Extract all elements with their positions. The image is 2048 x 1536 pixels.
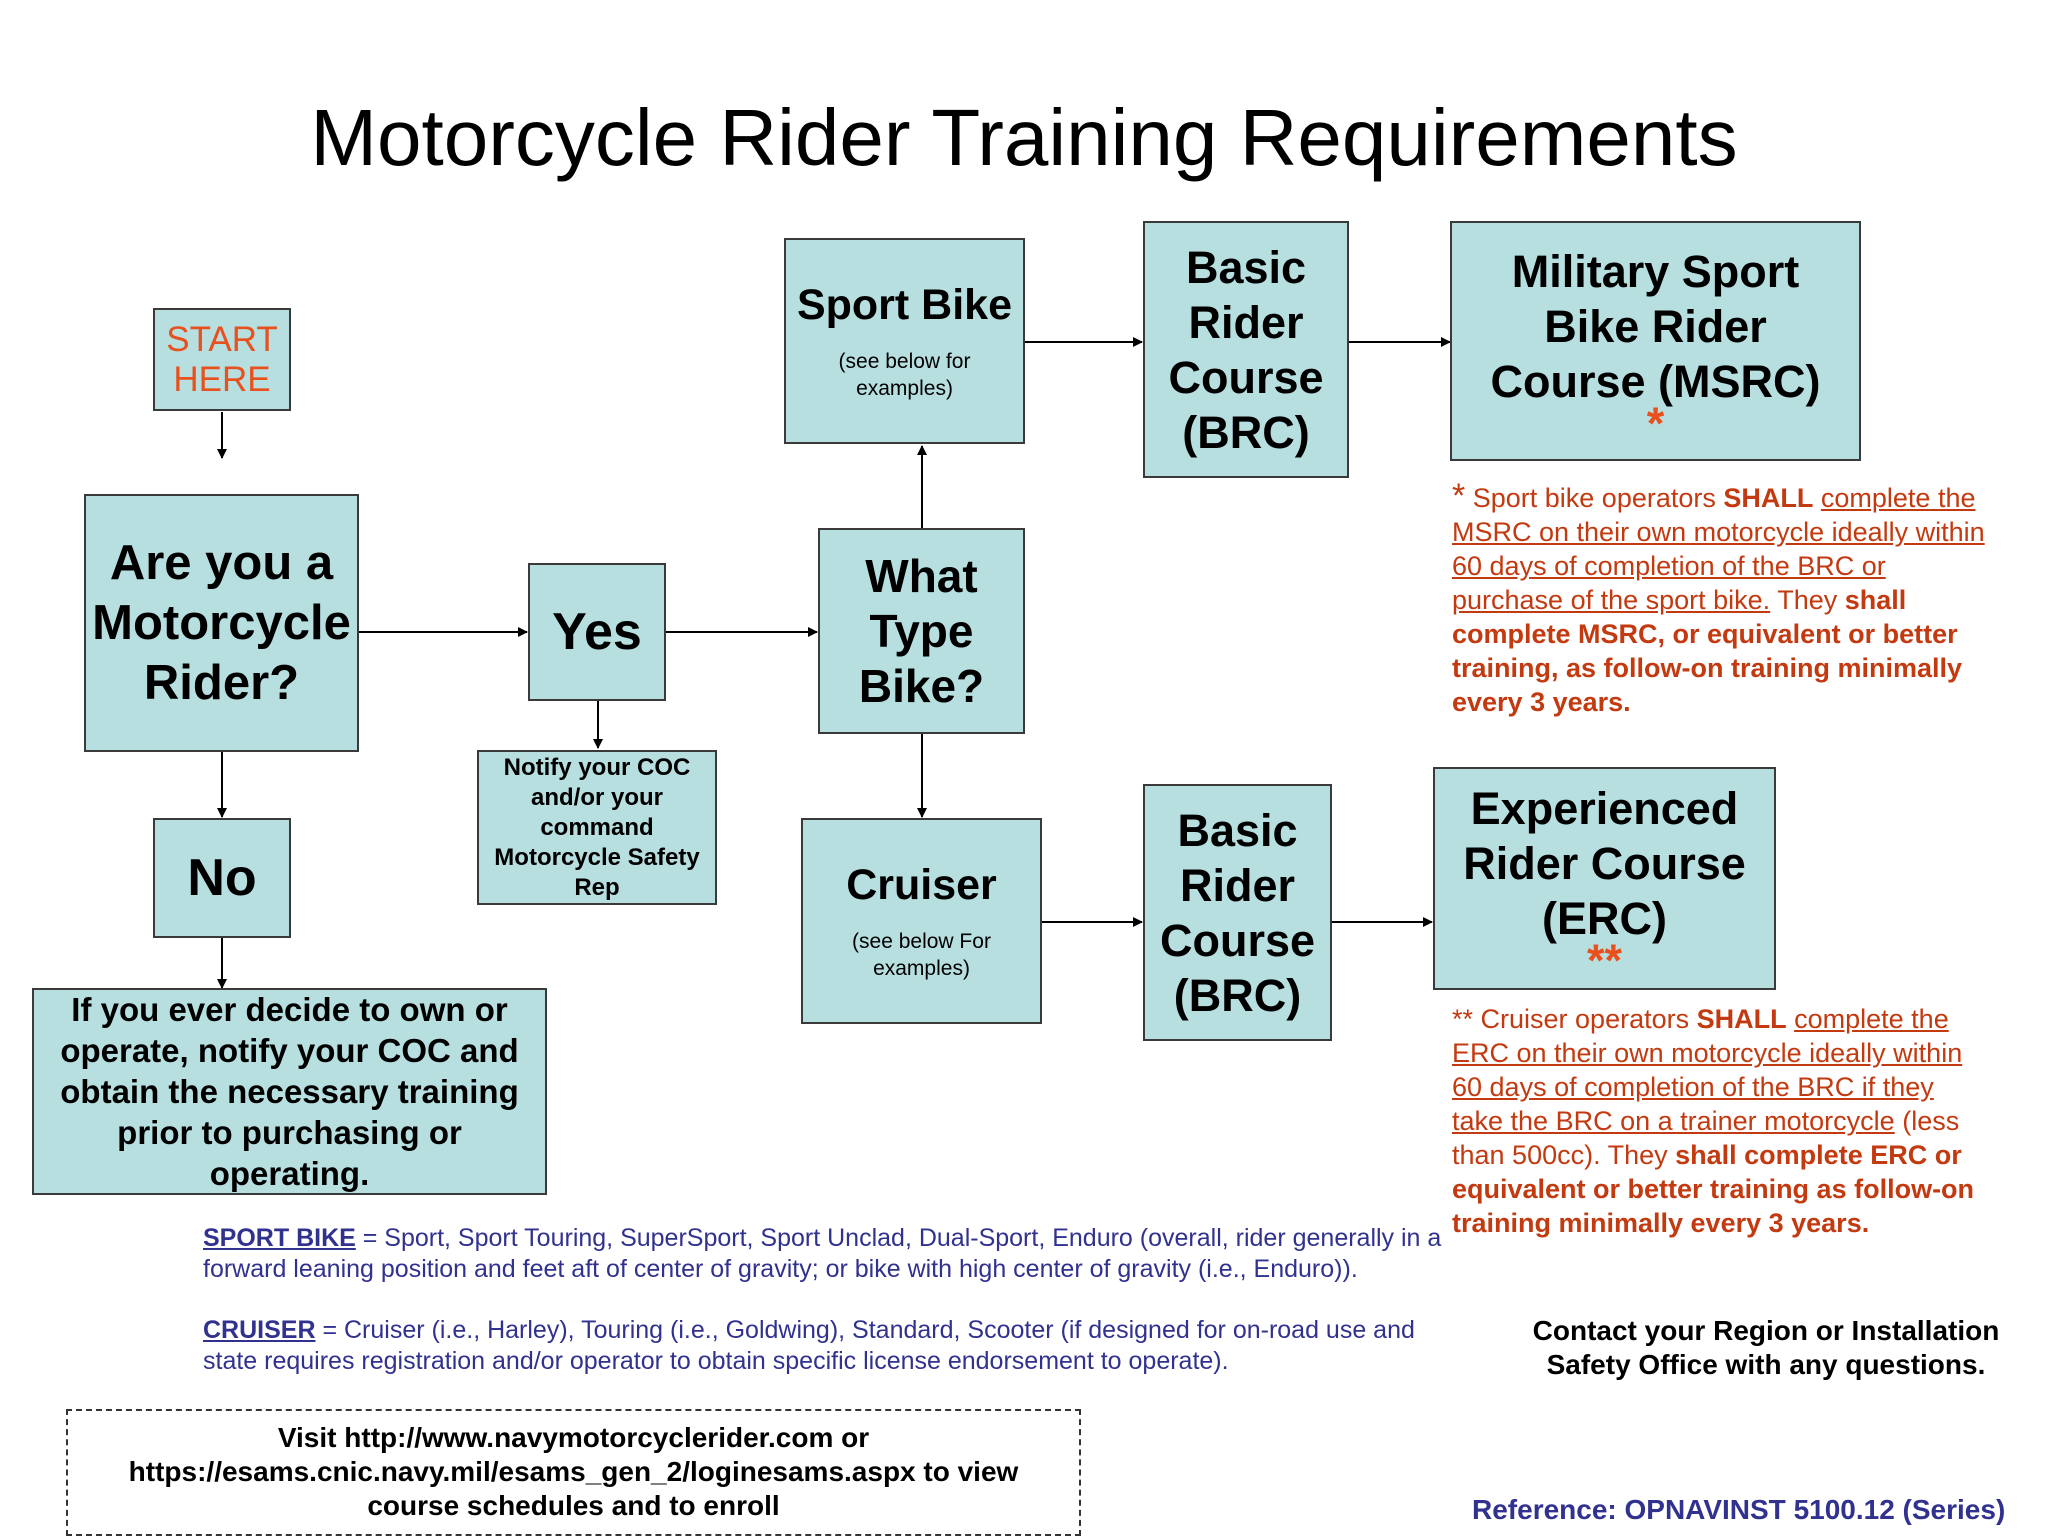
- brc-top-box: [1143, 221, 1349, 478]
- erc-asterisk: **: [1586, 935, 1623, 986]
- sport-bike-sub-label: (see below for examples): [838, 350, 971, 400]
- reference-note: Reference: OPNAVINST 5100.12 (Series): [1472, 1494, 2006, 1525]
- no-action-box: [32, 988, 547, 1195]
- cruiser-definition: [203, 1315, 1453, 1377]
- sport-bike-label: Sport Bike: [796, 281, 1013, 329]
- sport-bike-text: = Sport, Sport Touring, SuperSport, Sport Unclad, Dual-Sport, Enduro (overall, rider generally in a forward leaning position and feet aft of center of gravity; or bike with high center of gravity (i.e., Enduro)).: [203, 1224, 1442, 1283]
- cruiser-text: = Cruiser (i.e., Harley), Touring (i.e., Goldwing), Standard, Scooter (if designed for on-road use and state requires registration and/or operator to obtain specific license endorsement to operate).: [203, 1316, 1415, 1375]
- visit-text: Visit http://www.navymotorcyclerider.com or https://esams.cnic.navy.mil/esams_gen_2/loginesams.aspx to view course schedules and to enroll: [128, 1422, 1019, 1521]
- sport-bike-definition: [203, 1223, 1453, 1285]
- what-type-box: [818, 528, 1025, 734]
- cruiser-box: [801, 818, 1042, 1024]
- brc-bottom-label: Basic Rider Course (BRC): [1159, 804, 1316, 1021]
- msrc-note-star: *: [1452, 477, 1466, 515]
- msrc-note-lead: Sport bike operators: [1465, 483, 1724, 513]
- question-box: [84, 494, 359, 752]
- start-label: START HERE: [166, 319, 278, 399]
- yes-label: Yes: [552, 603, 642, 661]
- yes-box: [528, 563, 666, 701]
- erc-note-lead: Cruiser operators: [1473, 1004, 1697, 1034]
- msrc-note-underlined: complete the MSRC on their own motorcycle ideally within 60 days of completion of the BRC or purchase of the sport bike.: [1452, 483, 1985, 615]
- erc-label: Experienced Rider Course (ERC): [1463, 783, 1746, 944]
- start-box: [153, 308, 291, 411]
- msrc-asterisk: *: [1646, 397, 1665, 449]
- erc-note: [1452, 1002, 1992, 1240]
- erc-note-bold: shall complete ERC or equivalent or better training as follow-on training minimally every 3 years.: [1452, 1140, 1975, 1238]
- brc-bottom-box: [1143, 784, 1332, 1041]
- brc-top-label: Basic Rider Course (BRC): [1168, 241, 1324, 458]
- no-action-label: If you ever decide to own or operate, notify your COC and obtain the necessary training prior to purchasing or operating.: [60, 991, 519, 1192]
- what-type-label: What Type Bike?: [858, 549, 985, 712]
- msrc-note-shall: SHALL: [1723, 483, 1814, 513]
- erc-note-mid: (less than 500cc). They: [1452, 1106, 1960, 1170]
- no-box: [153, 818, 291, 938]
- msrc-box: [1450, 221, 1861, 461]
- msrc-label: Military Sport Bike Rider Course (MSRC): [1490, 245, 1821, 407]
- notify-box: [477, 750, 717, 905]
- contact-note: Contact your Region or Installation Safety Office with any questions.: [1532, 1315, 2000, 1380]
- cruiser-term: CRUISER: [203, 1316, 316, 1344]
- sport-bike-term: SPORT BIKE: [203, 1224, 356, 1252]
- sport-bike-box: [784, 238, 1025, 444]
- cruiser-sub-label: (see below For examples): [852, 930, 991, 980]
- erc-box: [1433, 767, 1776, 990]
- question-label: Are you a Motorcycle Rider?: [92, 536, 351, 710]
- erc-note-underlined: complete the ERC on their own motorcycle ideally within 60 days of completion of the BRC if they take the BRC on a trainer motorcycle: [1452, 1004, 1963, 1136]
- visit-box: [66, 1409, 1081, 1536]
- notify-label: Notify your COC and/or your command Motorcycle Safety Rep: [494, 753, 700, 901]
- erc-note-star: **: [1452, 1004, 1474, 1034]
- msrc-note: [1452, 479, 1992, 719]
- page-title: Motorcycle Rider Training Requirements: [310, 93, 1738, 182]
- erc-note-shall: SHALL: [1696, 1004, 1787, 1034]
- msrc-note-bold: shall complete MSRC, or equivalent or better training, as follow-on training minimally every 3 years.: [1452, 585, 1963, 717]
- cruiser-label: Cruiser: [846, 861, 997, 909]
- no-label: No: [187, 849, 257, 907]
- msrc-note-mid: They: [1770, 585, 1845, 615]
